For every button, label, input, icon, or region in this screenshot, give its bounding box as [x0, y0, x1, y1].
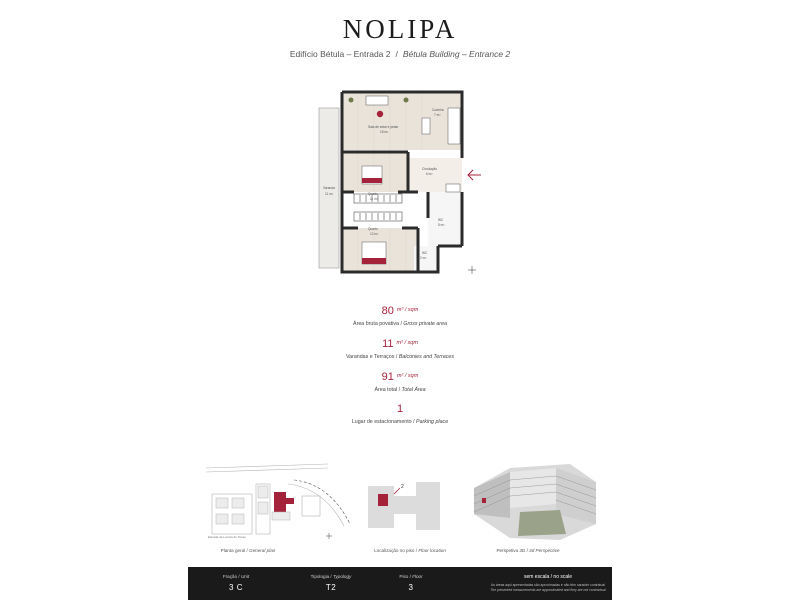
stats-list: [300, 304, 500, 436]
footer-typology: Tipologia / Typology T2: [291, 574, 371, 592]
footer-label-pt: Piso: [399, 574, 409, 579]
site-plan-drawing: [204, 454, 354, 542]
entrance-arrow-icon: [468, 170, 481, 180]
scale-note: sem escala / no scale: [523, 574, 573, 580]
footer-label-pt: Tipologia: [310, 574, 330, 579]
balcony-label: Varanda: [323, 186, 335, 190]
circulation-label: Circulação: [422, 167, 438, 171]
stat-label-pt: Área total: [374, 387, 398, 393]
stat-label-en: Balconies and Terraces: [398, 354, 454, 360]
stat-unit: m² / sqm: [396, 340, 418, 346]
footer-label-en: Floor: [412, 574, 423, 579]
stat-value: 1: [396, 403, 404, 415]
bedroom2-label: Quarto: [368, 227, 378, 231]
entrance-arrow-icon: [394, 488, 400, 494]
wc1-floor: [428, 192, 462, 246]
living-room-area: 18 m²: [380, 130, 389, 134]
caption-en: General plan: [249, 548, 276, 553]
bedroom2-area: 12 m²: [370, 232, 379, 236]
stat-label-en: Parking place: [416, 419, 449, 425]
disclaimer-pt: As áreas aqui apresentadas são aproximadas e não têm caracter contratual: [490, 583, 606, 587]
living-room-label: Sala de estar e jantar: [368, 125, 399, 129]
floor-location-drawing: [364, 472, 454, 536]
stat-value: 91: [381, 371, 394, 383]
brand-logo: NOLIPA: [342, 14, 458, 44]
bedroom1-area: 11 m²: [370, 197, 378, 201]
perspective-caption: Perspetiva 3D / 3d Perspective: [496, 548, 560, 553]
footer-label-en: Typology: [333, 574, 352, 579]
kitchen-area: 7 m²: [434, 113, 441, 117]
dining-table: [422, 118, 430, 134]
stat-parking: 1 Lugar de estacionamento / Parking place: [351, 403, 449, 425]
subtitle-pt: Edifício Bétula – Entrada 2: [289, 49, 391, 59]
building-highlight: [274, 492, 294, 512]
floor-plan-drawing: [318, 88, 490, 280]
footer-unit: Fração / Unit 3 C: [196, 574, 276, 592]
stat-label-en: Gross private area: [403, 321, 447, 327]
stat-label-pt: Varandas e Terraços: [346, 354, 395, 360]
floor-location-caption: Localização no piso / Floor location: [374, 548, 446, 553]
north-arrow-icon: [326, 533, 332, 539]
caption-en: Floor location: [418, 548, 446, 553]
perspective-thumbnail: [470, 458, 598, 547]
general-plan-thumbnail: [204, 454, 354, 547]
bed-1-cover: [362, 178, 382, 183]
footer-label-en: Unit: [240, 574, 250, 579]
footer-bar: [188, 567, 612, 600]
stat-value: 11: [382, 338, 394, 350]
floor-plan: [318, 88, 490, 280]
caption-pt: Localização no piso: [374, 548, 415, 553]
wc1-area: 5 m²: [438, 223, 445, 227]
stat-unit: m² / sqm: [396, 307, 419, 313]
street-label: Estrada da Lomba do Torrao: [208, 535, 246, 539]
plant-icon: [404, 98, 409, 103]
plant-icon: [349, 98, 354, 103]
north-arrow-icon: [468, 266, 476, 274]
caption-en: 3d Perspective: [529, 548, 560, 553]
stat-label-pt: Área bruta povativa: [353, 321, 399, 327]
rug-accent: [377, 111, 383, 117]
bedroom1-label: Quarto: [368, 192, 378, 196]
balcony-area-label: 11 m²: [325, 192, 333, 196]
sofa: [366, 96, 388, 105]
entrance-number: 2: [401, 484, 404, 490]
footer-note: [488, 574, 608, 592]
bathtub: [446, 184, 460, 192]
stat-label-pt: Lugar de estacionamento: [351, 419, 412, 425]
stat-gross-area: 80 $^{m^2 / sqm}$ Área bruta povativa / Gross private area: [353, 305, 447, 327]
general-plan-caption: Planta geral / General plan: [220, 548, 276, 553]
perspective-render: [470, 458, 598, 542]
stat-total-area: 91 $^{m^2 / sqm}$ Área total / Total Área: [374, 371, 426, 393]
floor-location-thumbnail: [364, 472, 454, 541]
stat-balconies: 11 $^{m^2 / sqm}$ Varandas e Terraços / Balconies and Terraces: [346, 338, 454, 360]
living-floor: [342, 92, 462, 150]
stat-value: 80: [381, 305, 394, 317]
circulation-area: 6 m²: [426, 172, 433, 176]
page-subtitle: [0, 49, 800, 59]
footer-floor: Piso / Floor 3: [371, 574, 451, 592]
caption-pt: Planta geral: [220, 548, 246, 553]
unit-highlight: [482, 498, 486, 503]
subtitle-en: Bétula Building – Entrance 2: [402, 49, 511, 59]
footer-floor-value: 3: [408, 583, 414, 592]
kitchen-counter: [448, 108, 460, 144]
stat-label-en: Total Área: [401, 387, 426, 393]
bed-2-cover: [362, 258, 386, 264]
kitchen-label: Cozinha: [432, 108, 444, 112]
unit-highlight: [378, 494, 388, 506]
footer-typology-value: T2: [325, 583, 337, 592]
footer-unit-value: 3 C: [229, 583, 243, 592]
disclaimer-en: The presented measurements are approximated and they are not contractual: [490, 587, 606, 592]
wc2-label: WC: [422, 251, 428, 255]
stat-unit: m² / sqm: [396, 373, 419, 379]
wc2-area: 2 m²: [420, 256, 427, 260]
subtitle-separator: /: [395, 49, 398, 59]
footer-label-pt: Fração: [222, 574, 238, 579]
caption-pt: Perspetiva 3D: [496, 548, 526, 553]
wc1-label: WC: [438, 218, 444, 222]
